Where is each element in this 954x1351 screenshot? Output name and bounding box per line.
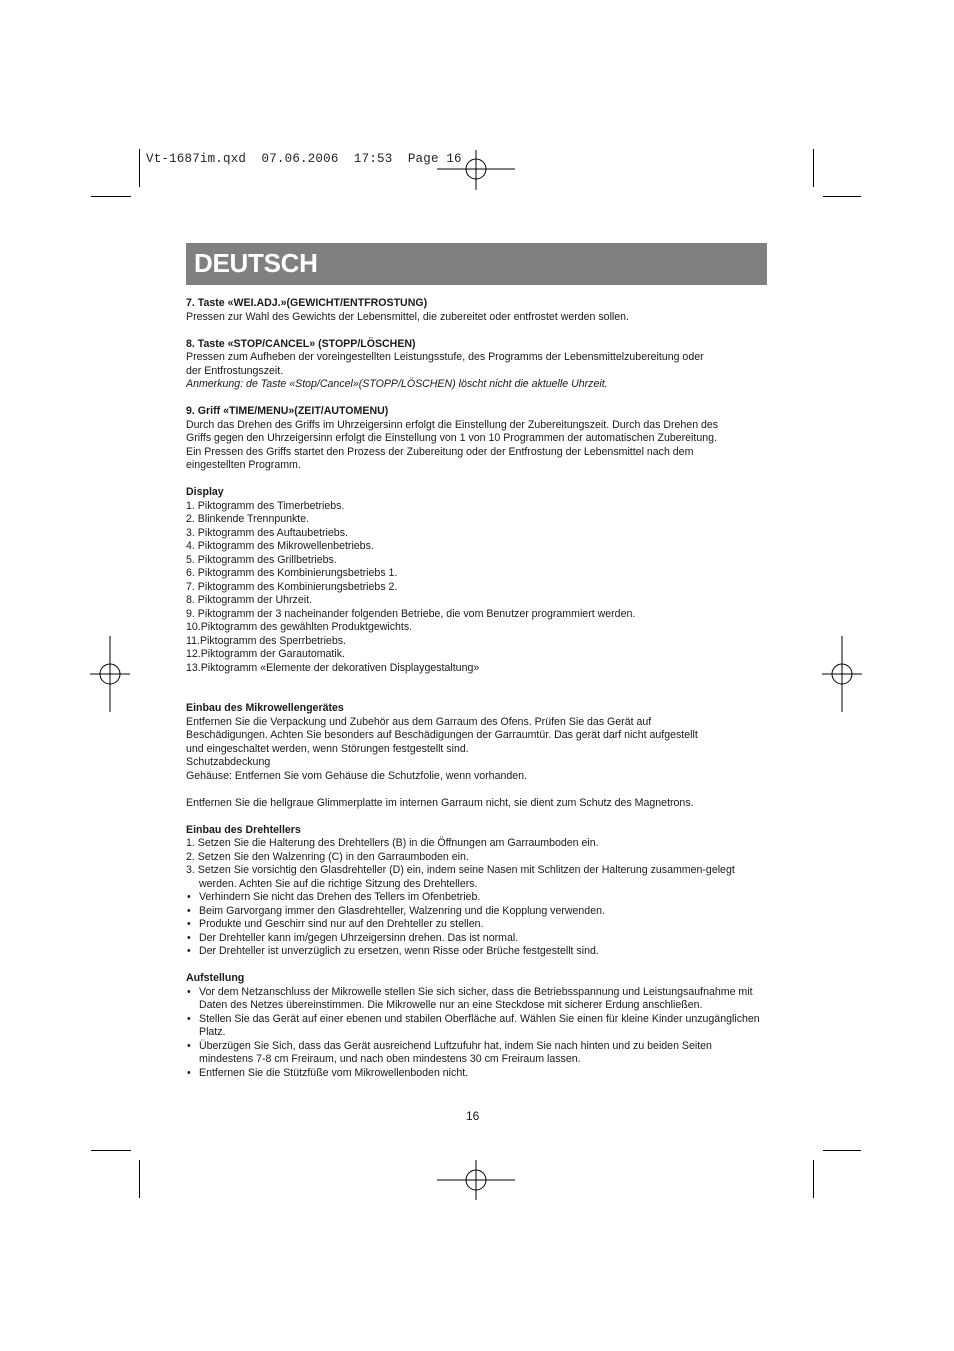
section-heading: Display: [186, 486, 224, 498]
list-item: 1. Piktogramm des Timerbetriebs.: [186, 499, 345, 512]
list-item: 4. Piktogramm des Mikrowellenbetriebs.: [186, 540, 374, 552]
list-item: 2. Setzen Sie den Walzenring (C) in den Garraumboden ein.: [186, 850, 469, 863]
bullet-text: Vor dem Netzanschluss der Mikrowelle stellen Sie sich sicher, dass die Betriebsspannung und Leistungsaufnahme mit Daten des Netzes übereinstimmen. Die Mikrowelle nur an eine Steckdose mit sicherer Erdung anschließen.: [199, 985, 753, 1011]
bullet-icon: •: [187, 1012, 191, 1025]
bullet-item: [186, 891, 766, 905]
crop-mark: [813, 149, 814, 187]
paragraph: Durch das Drehen des Griffs im Uhrzeigersinn erfolgt die Einstellung der Zubereitungszeit. Durch das Drehen des: [186, 418, 719, 431]
paragraph: und eingeschaltet werden, wenn Störungen festgestellt sind.: [186, 742, 469, 755]
bullet-icon: •: [187, 985, 191, 998]
page-number: 16: [466, 1109, 480, 1123]
list-item: 5. Piktogramm des Grillbetriebs.: [186, 553, 337, 566]
bullet-icon: •: [187, 945, 191, 957]
section-heading: 9. Griff «TIME/MENU»(ZEIT/AUTOMENU): [186, 405, 389, 417]
bullet-item: [186, 932, 766, 946]
registration-mark-left: [90, 636, 130, 712]
list-item: 8. Piktogramm der Uhrzeit.: [186, 594, 312, 606]
section-heading: Einbau des Mikrowellengerätes: [186, 702, 344, 714]
paragraph: Pressen zur Wahl des Gewichts der Lebensmittel, die zubereitet oder entfrostet werden sollen.: [186, 310, 630, 323]
bullet-text: Der Drehteller kann im/gegen Uhrzeigersinn drehen. Das ist normal.: [199, 931, 519, 944]
bullet-item: [186, 1067, 766, 1081]
bullet-item: [186, 1013, 766, 1040]
list-item: 10.Piktogramm des gewählten Produktgewichts.: [186, 621, 413, 633]
registration-mark-bottom: [437, 1160, 515, 1200]
list-item: 7. Piktogramm des Kombinierungsbetriebs 2.: [186, 580, 398, 593]
crop-mark: [823, 196, 861, 197]
section-heading: 7. Taste «WEI.ADJ.»(GEWICHT/ENTFROSTUNG): [186, 297, 428, 309]
list-item: 3. Piktogramm des Auftaubetriebs.: [186, 526, 348, 539]
manual-body: [186, 297, 766, 1080]
paragraph: Entfernen Sie die hellgraue Glimmerplatte im internen Garraum nicht, sie dient zum Schutz des Magnetrons.: [186, 796, 694, 809]
paragraph: der Entfrostungszeit.: [186, 364, 284, 377]
bullet-text: Entfernen Sie die Stützfüße vom Mikrowellenboden nicht.: [199, 1066, 469, 1079]
bullet-icon: •: [187, 891, 191, 903]
bullet-icon: •: [187, 1066, 191, 1079]
paragraph: Pressen zum Aufheben der voreingestellten Leistungsstufe, des Programms der Lebensmittelzubereitung oder: [186, 351, 704, 363]
file-slug: Vt-1687im.qxd 07.06.2006 17:53 Page 16: [146, 152, 462, 166]
crop-mark: [91, 196, 131, 197]
bullet-text: Verhindern Sie nicht das Drehen des Tellers im Ofenbetrieb.: [199, 891, 481, 903]
bullet-text: Überzügen Sie Sich, dass das Gerät ausreichend Luftzufuhr hat, indem Sie nach hinten und zu beiden Seiten mindestens 7-8 cm Freiraum, und nach oben mindestens 30 cm Freiraum lassen.: [199, 1039, 712, 1065]
list-item: 12.Piktogramm der Garautomatik.: [186, 648, 345, 660]
list-item: 6. Piktogramm des Kombinierungsbetriebs 1.: [186, 567, 398, 579]
note: Anmerkung: de Taste «Stop/Cancel»(STOPP/LÖSCHEN) löscht nicht die aktuelle Uhrzeit.: [186, 378, 608, 390]
paragraph: Griffs gegen den Uhrzeigersinn erfolgt die Einstellung von 1 von 10 Programmen der automatischen Zubereitung.: [186, 432, 717, 444]
bullet-icon: •: [187, 904, 191, 917]
crop-mark: [813, 1160, 814, 1198]
bullet-text: Produkte und Geschirr sind nur auf den Drehteller zu stellen.: [199, 918, 484, 930]
crop-mark: [91, 1150, 131, 1151]
crop-mark: [823, 1150, 861, 1151]
crop-mark: [139, 1160, 140, 1198]
list-item: 1. Setzen Sie die Halterung des Drehtellers (B) in die Öffnungen am Garraumboden ein.: [186, 837, 599, 849]
language-banner: [186, 243, 767, 285]
section-heading: Aufstellung: [186, 972, 245, 984]
bullet-item: [186, 918, 766, 932]
bullet-text: Der Drehteller ist unverzüglich zu ersetzen, wenn Risse oder Brüche festgestellt sind.: [199, 945, 599, 957]
crop-mark: [139, 149, 140, 187]
bullet-text: Stellen Sie das Gerät auf einer ebenen und stabilen Oberfläche auf. Wählen Sie einen für kleine Kinder unzugänglichen Platz.: [199, 1012, 760, 1038]
bullet-item: [186, 986, 766, 1013]
section-heading: Einbau des Drehtellers: [186, 823, 301, 836]
paragraph: Entfernen Sie die Verpackung und Zubehör aus dem Garraum des Ofens. Prüfen Sie das Gerät auf: [186, 715, 652, 728]
paragraph: Ein Pressen des Griffs startet den Prozess der Zubereitung oder der Entfrostung der Lebensmittel nach dem: [186, 445, 694, 458]
bullet-text: Beim Garvorgang immer den Glasdrehteller, Walzenring und die Kopplung verwenden.: [199, 904, 605, 917]
list-item: 9. Piktogramm der 3 nacheinander folgenden Betriebe, die vom Benutzer programmiert werden.: [186, 607, 636, 620]
bullet-item: [186, 905, 766, 919]
paragraph: Gehäuse: Entfernen Sie vom Gehäuse die Schutzfolie, wenn vorhanden.: [186, 769, 527, 782]
bullet-icon: •: [187, 918, 191, 930]
bullet-icon: •: [187, 931, 191, 944]
list-item: 11.Piktogramm des Sperrbetriebs.: [186, 634, 346, 647]
list-item: 13.Piktogramm «Elemente der dekorativen Displaygestaltung»: [186, 661, 480, 674]
bullet-item: [186, 1040, 766, 1067]
bullet-item: [186, 945, 766, 959]
paragraph: Schutzabdeckung: [186, 756, 271, 768]
registration-mark-top: [437, 150, 515, 190]
language-title: DEUTSCH: [194, 248, 318, 278]
registration-mark-right: [822, 636, 862, 712]
paragraph: Beschädigungen. Achten Sie besonders auf Beschädigungen der Garraumtür. Das gerät darf nicht aufgestellt: [186, 729, 698, 741]
bullet-icon: •: [187, 1039, 191, 1052]
list-item: 3. Setzen Sie vorsichtig den Glasdrehteller (D) ein, indem seine Nasen mit Schlitzen der Halterung zusammen-gelegt werden. Achten Sie auf die richtige Sitzung des Drehtellers.: [186, 864, 735, 890]
paragraph: eingestellten Programm.: [186, 459, 301, 471]
list-item: 2. Blinkende Trennpunkte.: [186, 513, 310, 525]
section-heading: 8. Taste «STOP/CANCEL» (STOPP/LÖSCHEN): [186, 337, 416, 350]
